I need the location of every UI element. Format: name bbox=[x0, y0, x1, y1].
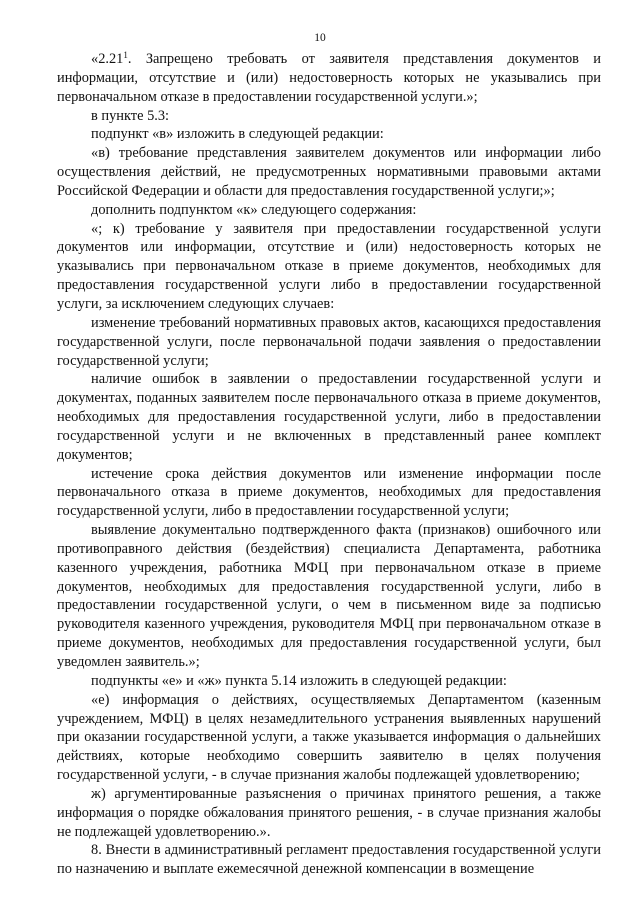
document-body bbox=[57, 50, 601, 879]
paragraph: 8. Внести в административный регламент предоставления государственной услуги по назначению и выплате ежемесячной денежной компенсации в возмещение bbox=[57, 842, 601, 878]
paragraph-2-21 bbox=[57, 50, 601, 107]
paragraph: подпункт «в» изложить в следующей редакции: bbox=[91, 126, 384, 143]
paragraph: истечение срока действия документов или изменение информации после первоначального отказа в приеме документов, необходимых для предоставления государственной услуги, либо в предоставлении государственной услуги; bbox=[57, 465, 601, 520]
paragraph: дополнить подпунктом «к» следующего содержания: bbox=[91, 201, 417, 218]
paragraph: выявление документально подтвержденного факта (признаков) ошибочного или противоправного действия (бездействия) специалиста Департамента, работника казенного учреждения, работника МФЦ при первоначальном отказе в приеме документов, необходимых для предоставления государственной услуги, либо в предоставлении государственной услуги, о чем в письменном виде за подписью руководителя казенного учреждения, руководителя МФЦ при первоначальном отказе в приеме документов, необходимых для предоставления государственной услуги, был уведомлен заявитель.»; bbox=[57, 522, 601, 670]
superscript: 1 bbox=[123, 50, 128, 60]
paragraph: ж) аргументированные разъяснения о причинах принятого решения, а также информация о порядке обжалования принятого решения, - в случае признания жалобы не подлежащей удовлетворению.». bbox=[57, 785, 601, 840]
paragraph: подпункты «е» и «ж» пункта 5.14 изложить в следующей редакции: bbox=[91, 672, 507, 689]
paragraph: наличие ошибок в заявлении о предоставлении государственной услуги и документах, поданных заявителем после первоначального отказа в приеме документов, необходимых для предоставления государственной услуги, либо в предоставлении государственной услуги и не включенных в представленный ранее комплект документов; bbox=[57, 371, 601, 463]
paragraph-text: «2.21 bbox=[91, 51, 124, 67]
paragraph: изменение требований нормативных правовых актов, касающихся предоставления государственной услуги, после первоначальной подачи заявления о предоставлении государственной услуги; bbox=[57, 314, 601, 369]
paragraph-text: . Запрещено требовать от заявителя представления документов и информации, отсутствие и (или) недостоверность которых не указывались при первоначальном отказе в предоставлении государственной услуги.»; bbox=[57, 51, 601, 105]
paragraph: «в) требование представления заявителем документов или информации либо осуществления действий, не предусмотренных нормативными правовыми актами Российской Федерации и области для предоставления государственной услуги;»; bbox=[57, 145, 601, 199]
paragraph: «е) информация о действиях, осуществляемых Департаментом (казенным учреждением, МФЦ) в целях незамедлительного устранения выявленных нарушений при оказании государственной услуги, а также указывается информация о дальнейших действиях, которые необходимо совершить заявителю в целях получения государственной услуги, - в случае признания жалобы подлежащей удовлетворению; bbox=[57, 691, 601, 784]
paragraph: в пункте 5.3: bbox=[91, 107, 170, 124]
paragraph: «; к) требование у заявителя при предоставлении государственной услуги документов или информации, отсутствие и (или) недостоверность которых не указывались при первоначальном отказе в приеме документов, необходимых для предоставления государственной услуги либо в предоставлении государственной услуги, за исключением следующих случаев: bbox=[57, 220, 601, 312]
page-number: 10 bbox=[314, 32, 326, 44]
